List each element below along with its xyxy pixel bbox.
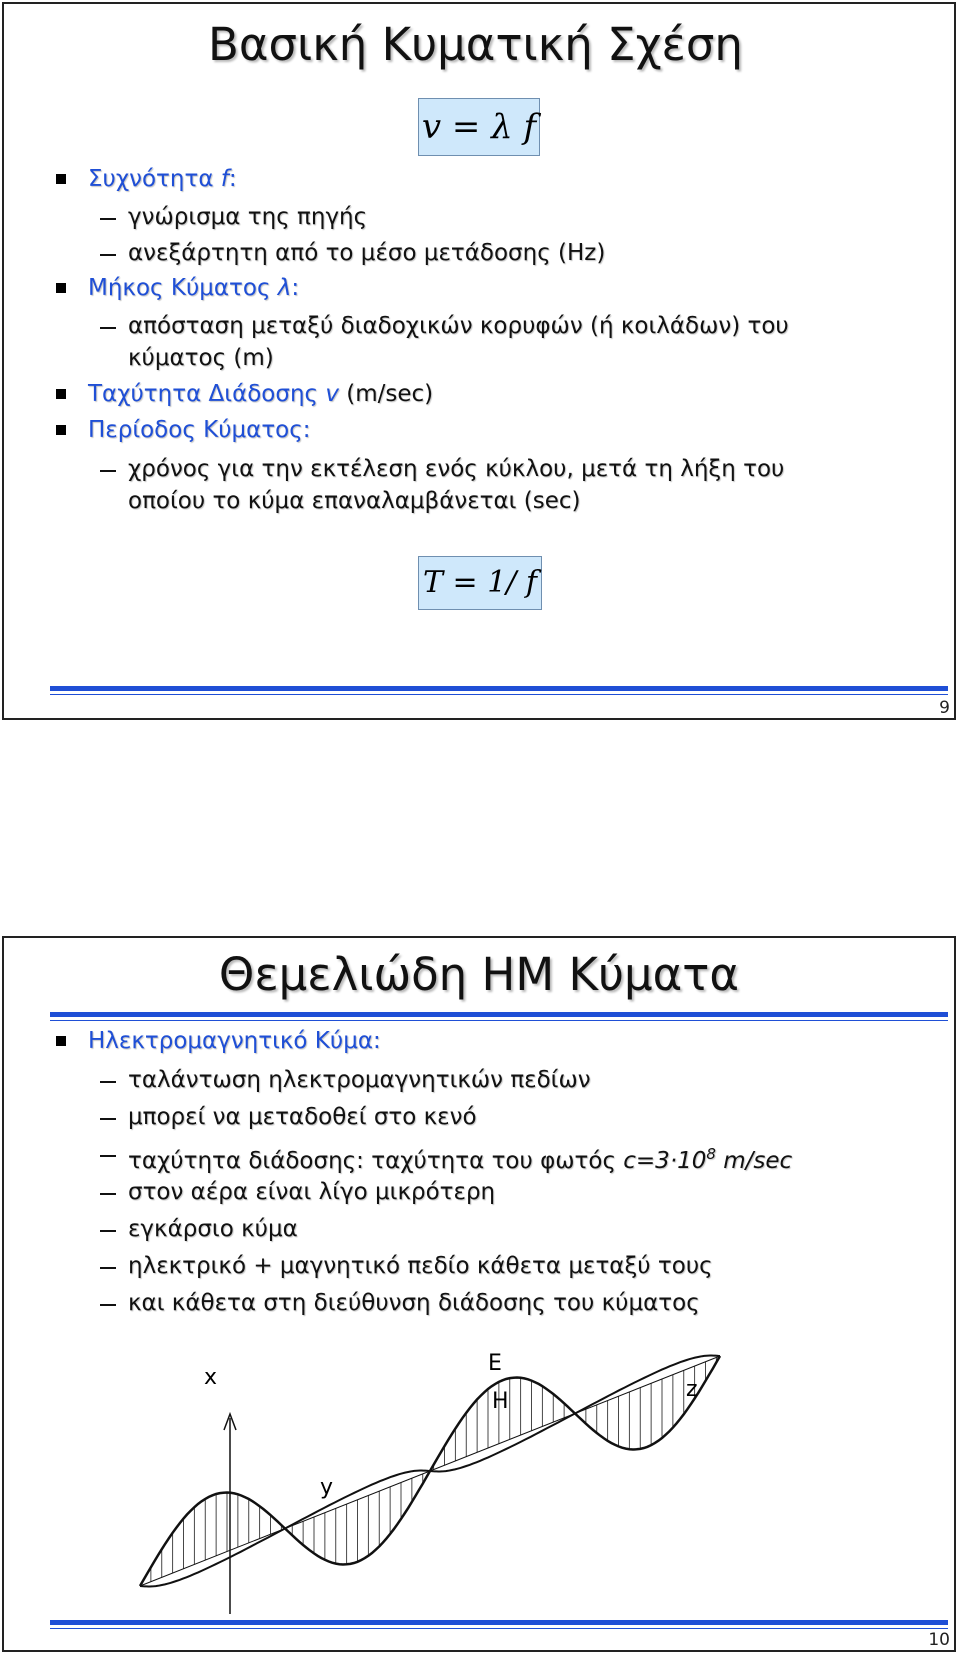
sub-item: ηλεκτρικό + μαγνητικό πεδίο κάθετα μεταξύ τους bbox=[128, 1253, 713, 1279]
footer-line bbox=[50, 694, 948, 695]
speed-exponent: 8 bbox=[706, 1145, 716, 1163]
frequency-suffix: : bbox=[228, 166, 237, 192]
footer-line bbox=[50, 1628, 948, 1629]
formula-period: T = 1/ f bbox=[418, 556, 542, 610]
footer-bar bbox=[50, 1620, 948, 1625]
dash-icon bbox=[100, 254, 116, 256]
label-H: H bbox=[492, 1389, 509, 1414]
dash-icon bbox=[100, 470, 116, 472]
sub-item: γνώρισμα της πηγής bbox=[128, 204, 368, 230]
sub-item: εγκάρσιο κύμα bbox=[128, 1216, 298, 1242]
dash-icon bbox=[100, 1230, 116, 1232]
sub-item: και κάθετα στη διεύθυνση διάδοσης του κύματος bbox=[128, 1290, 700, 1316]
speed-unit: m/sec bbox=[715, 1148, 793, 1174]
wavelength-suffix: : bbox=[291, 275, 300, 301]
sub-item-continued: οποίου το κύμα επαναλαμβάνεται (sec) bbox=[128, 488, 581, 514]
label-y: y bbox=[320, 1475, 334, 1500]
dash-icon bbox=[100, 1081, 116, 1083]
frequency-symbol: f bbox=[220, 166, 229, 192]
dash-icon bbox=[100, 1304, 116, 1306]
bullet-em-wave: Ηλεκτρομαγνητικό Κύμα: bbox=[88, 1028, 381, 1054]
bullet-speed bbox=[88, 379, 433, 409]
bullet-wavelength bbox=[88, 273, 299, 303]
slide-title: Θεμελιώδη ΗΜ Κύματα bbox=[218, 948, 740, 1001]
bullet-icon bbox=[56, 389, 66, 399]
bullet-speed-label: Ταχύτητα Διάδοσης bbox=[88, 381, 326, 407]
formula-wave-relation: v = λ f bbox=[418, 98, 540, 156]
sub-item: στον αέρα είναι λίγο μικρότερη bbox=[128, 1179, 496, 1205]
bullet-frequency-label: Συχνότητα bbox=[88, 166, 221, 192]
speed-of-light: c=3·10 bbox=[623, 1148, 707, 1174]
bullet-frequency bbox=[88, 164, 237, 194]
dash-icon bbox=[100, 327, 116, 329]
em-wave-figure bbox=[120, 1336, 760, 1636]
speed-symbol: v bbox=[325, 381, 339, 407]
page-number: 9 bbox=[939, 698, 950, 718]
sub-item: μπορεί να μεταδοθεί στο κενό bbox=[128, 1104, 477, 1130]
sub-item-speed bbox=[128, 1139, 792, 1176]
label-z: z bbox=[686, 1377, 698, 1402]
dash-icon bbox=[100, 1118, 116, 1120]
dash-icon bbox=[100, 1193, 116, 1195]
sub-item: χρόνος για την εκτέλεση ενός κύκλου, μετά τη λήξη του bbox=[128, 456, 785, 482]
speed-text: ταχύτητα διάδοσης: ταχύτητα του φωτός bbox=[128, 1148, 624, 1174]
speed-unit: (m/sec) bbox=[338, 381, 434, 407]
sub-item: απόσταση μεταξύ διαδοχικών κορυφών (ή κοιλάδων) του bbox=[128, 313, 789, 339]
bullet-icon bbox=[56, 425, 66, 435]
sub-item-continued: κύματος (m) bbox=[128, 345, 274, 371]
bullet-wavelength-label: Μήκος Κύματος bbox=[88, 275, 278, 301]
slide-title: Βασική Κυματική Σχέση bbox=[208, 18, 743, 71]
label-E: E bbox=[488, 1351, 502, 1376]
bullet-period: Περίοδος Κύματος: bbox=[88, 417, 311, 443]
wavelength-symbol: λ bbox=[277, 275, 292, 301]
dash-icon bbox=[100, 218, 116, 220]
header-line bbox=[50, 1020, 948, 1021]
sub-item: ανεξάρτητη από το μέσο μετάδοσης (Hz) bbox=[128, 240, 606, 266]
dash-icon bbox=[100, 1267, 116, 1269]
bullet-icon bbox=[56, 283, 66, 293]
label-x: x bbox=[204, 1365, 218, 1390]
sub-item: ταλάντωση ηλεκτρομαγνητικών πεδίων bbox=[128, 1067, 591, 1093]
header-bar bbox=[50, 1012, 948, 1017]
page-number: 10 bbox=[928, 1630, 950, 1650]
footer-bar bbox=[50, 686, 948, 691]
dash-icon bbox=[100, 1155, 116, 1157]
bullet-icon bbox=[56, 1036, 66, 1046]
bullet-icon bbox=[56, 174, 66, 184]
